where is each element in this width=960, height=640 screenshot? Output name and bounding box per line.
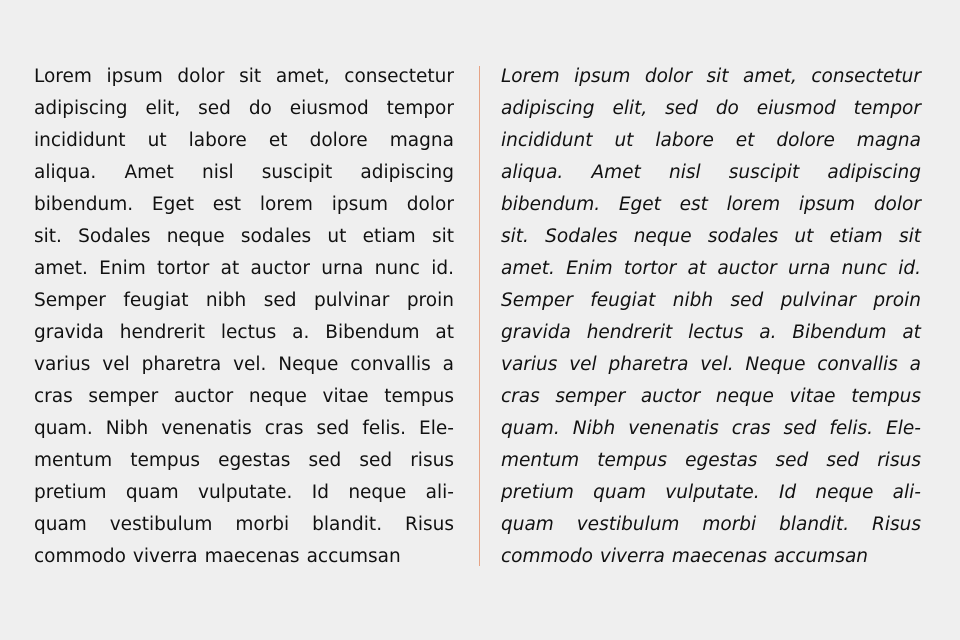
word: at [687,258,707,279]
word: quam [125,482,179,503]
word: ipsum [798,194,856,215]
word: Amet [591,162,641,183]
word: semper [88,386,159,407]
word: dolor [177,66,225,87]
word: lorem [259,194,313,215]
word: adipiscing [501,98,595,119]
word: morbi [235,514,290,535]
word: lectus [688,322,744,343]
italic-text-column [501,61,921,573]
word: dolor [644,66,692,87]
word: ut [794,226,814,247]
word: Semper [501,290,573,311]
word: quam [501,514,554,535]
word: amet. [34,258,88,279]
word: et [735,130,755,151]
text-line [34,541,454,573]
text-line [34,157,454,189]
text-line [501,317,921,349]
word: maecenas [204,546,300,567]
text-line [34,61,454,93]
word: ipsum [331,194,388,215]
word: et [268,130,288,151]
word: do [715,98,739,119]
word: commodo [34,546,126,567]
word: bibendum. [34,194,134,215]
text-line [501,477,921,509]
word: pulvinar [780,290,857,311]
word: ut [614,130,634,151]
word: incididunt [34,130,126,151]
word: venenatis [628,418,719,439]
word: Sodales [78,226,151,247]
word: dolore [309,130,368,151]
word: suscipit [261,162,333,183]
word: tempus [851,386,921,407]
word: neque [715,386,774,407]
text-line [34,413,454,445]
text-line [501,285,921,317]
word: Bibendum [325,322,420,343]
text-line [34,381,454,413]
word: blandit. [779,514,850,535]
word: dolor [873,194,921,215]
word: est [679,194,708,215]
word: mentum [34,450,113,471]
text-line [501,253,921,285]
word: vel [102,354,130,375]
word: ipsum [574,66,631,87]
word: sodales [240,226,312,247]
word: neque [815,482,874,503]
word: semper [555,386,626,407]
word: vel. [700,354,734,375]
text-line [34,221,454,253]
word: at [220,258,240,279]
word: magna [856,130,921,151]
text-line [501,221,921,253]
word: tempus [597,450,667,471]
text-line [501,157,921,189]
word: ut [147,130,167,151]
word: magna [389,130,454,151]
word: sed [359,450,393,471]
word: aliqua. [501,162,564,183]
word: vel. [233,354,267,375]
text-line [34,349,454,381]
word: Enim [99,258,146,279]
word: Neque [745,354,806,375]
word: venenatis [161,418,252,439]
word: adipiscing [360,162,454,183]
word: a [909,354,921,375]
word: elit, [145,98,181,119]
word: nisl [668,162,701,183]
word: at [902,322,921,343]
word: cras [501,386,540,407]
word: feugiat [590,290,656,311]
word: cras [34,386,73,407]
word: varius [34,354,91,375]
word: eiusmod [289,98,369,119]
text-line [501,381,921,413]
word: ali- [425,482,454,503]
word: Risus [404,514,454,535]
column-divider [479,66,480,566]
word: incididunt [501,130,593,151]
word: egestas [685,450,758,471]
word: tortor [157,258,210,279]
text-line [34,189,454,221]
word: neque [348,482,407,503]
word: sed [730,290,764,311]
word: ali- [892,482,921,503]
word: sit. [34,226,62,247]
text-line [34,317,454,349]
word: amet, [275,66,330,87]
word: tempor [386,98,454,119]
word: convallis [350,354,431,375]
word: suscipit [728,162,800,183]
word: tempus [130,450,200,471]
text-line [34,93,454,125]
word: felis. [362,418,407,439]
word: sodales [707,226,779,247]
word: morbi [702,514,757,535]
word: auctor [173,386,234,407]
text-line [34,509,454,541]
word: ut [327,226,347,247]
word: sed [783,418,817,439]
word: gravida [501,322,571,343]
word: sit [898,226,921,247]
word: Sodales [545,226,618,247]
word: at [435,322,454,343]
word: id. [431,258,454,279]
word: neque [248,386,307,407]
word: nunc [841,258,887,279]
word: vitae [322,386,369,407]
text-line [501,61,921,93]
word: Id [778,482,797,503]
text-line [34,445,454,477]
word: accumsan [306,546,401,567]
word: elit, [612,98,648,119]
word: auctor [640,386,701,407]
word: Amet [124,162,174,183]
word: proin [873,290,921,311]
word: dolore [776,130,835,151]
word: vestibulum [576,514,680,535]
word: mentum [501,450,580,471]
word: lorem [726,194,781,215]
word: sit [431,226,454,247]
word: Enim [566,258,613,279]
word: pretium [34,482,107,503]
word: Lorem [34,66,92,87]
word: nunc [374,258,420,279]
word: risus [877,450,921,471]
word: quam [593,482,646,503]
word: proin [406,290,454,311]
word: viverra [132,546,198,567]
word: aliqua. [34,162,97,183]
word: sed [308,450,342,471]
text-line [501,509,921,541]
word: urna [788,258,831,279]
word: nibh [205,290,247,311]
word: consectetur [811,66,921,87]
word: quam. [34,418,93,439]
word: consectetur [344,66,454,87]
word: pulvinar [313,290,390,311]
word: sed [775,450,809,471]
word: a. [292,322,310,343]
word: tempus [384,386,454,407]
word: accumsan [773,546,869,567]
word: sed [198,98,231,119]
word: pharetra [608,354,689,375]
word: vulputate. [198,482,293,503]
text-line [501,445,921,477]
word: auctor [250,258,310,279]
word: ipsum [106,66,163,87]
word: eiusmod [756,98,836,119]
text-line [501,125,921,157]
word: labore [655,130,714,151]
word: id. [898,258,921,279]
word: tortor [623,258,677,279]
word: convallis [817,354,898,375]
word: cras [264,418,304,439]
word: hendrerit [586,322,673,343]
word: vel [569,354,597,375]
text-line [501,189,921,221]
word: nibh [672,290,714,311]
word: vulputate. [665,482,760,503]
word: hendrerit [119,322,205,343]
text-line [501,93,921,125]
word: est [212,194,242,215]
word: Ele- [886,418,921,439]
word: sit. [501,226,529,247]
word: varius [501,354,558,375]
word: Nibh [572,418,616,439]
word: Risus [871,514,921,535]
word: Neque [278,354,339,375]
word: sed [826,450,860,471]
word: neque [166,226,225,247]
word: dolor [406,194,454,215]
word: egestas [218,450,291,471]
word: amet, [742,66,797,87]
text-line [501,413,921,445]
text-line [34,477,454,509]
word: a. [759,322,777,343]
word: etiam [829,226,883,247]
word: a [442,354,454,375]
regular-text-column [34,61,454,573]
word: tempor [853,98,921,119]
word: sed [316,418,350,439]
word: sit [706,66,729,87]
word: adipiscing [34,98,128,119]
word: Eget [618,194,661,215]
word: Eget [151,194,194,215]
word: pretium [501,482,574,503]
word: commodo [501,546,593,567]
word: Bibendum [792,322,887,343]
text-line [34,285,454,317]
word: sed [665,98,698,119]
word: labore [188,130,247,151]
word: gravida [34,322,104,343]
word: vitae [789,386,836,407]
word: urna [321,258,364,279]
word: Lorem [501,66,560,87]
word: vestibulum [109,514,213,535]
word: nisl [201,162,234,183]
word: adipiscing [827,162,921,183]
word: cras [731,418,771,439]
word: auctor [717,258,777,279]
word: risus [410,450,454,471]
word: feugiat [123,290,189,311]
word: Ele- [419,418,454,439]
word: lectus [220,322,277,343]
word: Semper [34,290,106,311]
word: sed [263,290,297,311]
word: Id [311,482,329,503]
word: viverra [599,546,665,567]
word: bibendum. [501,194,601,215]
word: felis. [829,418,874,439]
word: do [248,98,272,119]
text-line [34,253,454,285]
word: quam [34,514,87,535]
word: blandit. [312,514,383,535]
word: etiam [362,226,416,247]
text-line [34,125,454,157]
text-line [501,349,921,381]
word: maecenas [671,546,767,567]
word: amet. [501,258,555,279]
text-line [501,541,921,573]
word: sit [239,66,262,87]
word: neque [633,226,692,247]
word: Nibh [105,418,149,439]
word: pharetra [141,354,222,375]
word: quam. [501,418,560,439]
